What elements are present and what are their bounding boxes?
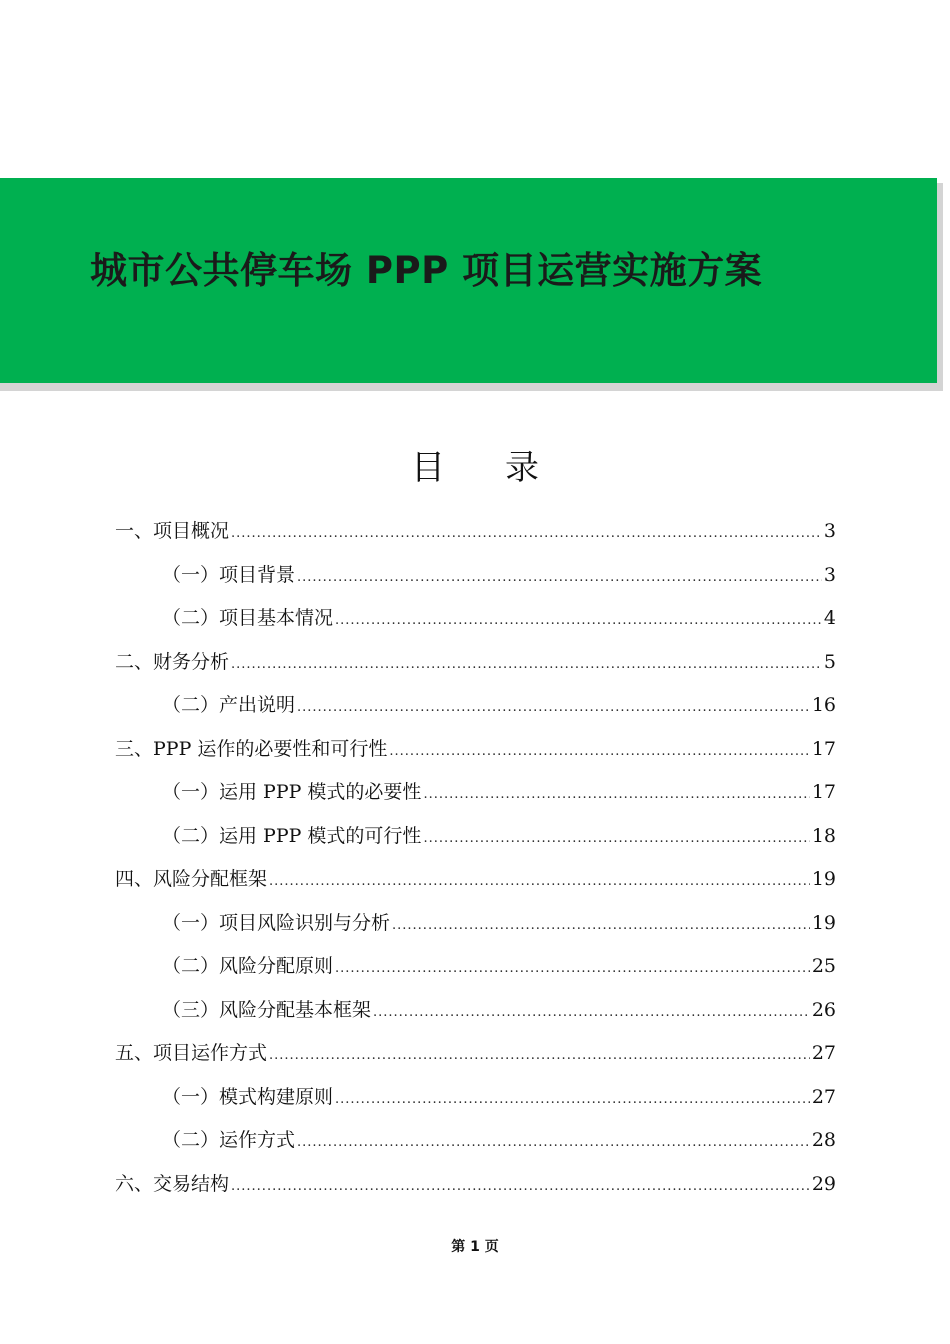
toc-entry-page: 19: [811, 868, 836, 890]
page-footer: 第 1 页: [451, 1239, 499, 1255]
toc-entry[interactable]: [115, 864, 836, 894]
toc-dot-leader: [269, 867, 810, 897]
toc-entry-page: 3: [823, 564, 836, 586]
toc-entry-page: 16: [811, 694, 836, 716]
toc-entry-page: 19: [811, 912, 836, 934]
toc-entry[interactable]: [162, 777, 836, 807]
toc-entry-page: 29: [811, 1173, 836, 1195]
toc-entry[interactable]: [162, 1125, 836, 1155]
toc-entry[interactable]: [162, 560, 836, 590]
toc-entry-page: 17: [811, 781, 836, 803]
toc-entry-page: 26: [811, 999, 836, 1021]
toc-entry[interactable]: [162, 690, 836, 720]
toc-entry[interactable]: [115, 1169, 836, 1199]
toc-dot-leader: [269, 1041, 810, 1071]
toc-entry-label: （二）风险分配原则: [162, 955, 334, 977]
toc-entry[interactable]: [162, 951, 836, 981]
toc-entry-page: 25: [811, 955, 836, 977]
toc-heading: [0, 440, 950, 489]
toc-entry-label: 五、项目运作方式: [115, 1042, 268, 1064]
toc-dot-leader: [297, 693, 810, 723]
toc-entry-page: 5: [823, 651, 836, 673]
toc-entry[interactable]: [162, 908, 836, 938]
toc-entry-label: 二、财务分析: [115, 651, 230, 673]
document-title: 城市公共停车场 PPP 项目运营实施方案: [90, 249, 763, 292]
toc-entry-page: 28: [811, 1129, 836, 1151]
toc-dot-leader: [389, 737, 809, 767]
toc-entry-label: 四、风险分配框架: [115, 868, 268, 890]
toc-entry-label: （一）项目风险识别与分析: [162, 912, 391, 934]
toc-entry-page: 27: [811, 1042, 836, 1064]
toc-entry-page: 3: [823, 520, 836, 542]
toc-entry[interactable]: [162, 821, 836, 851]
toc-entry-page: 17: [811, 738, 836, 760]
toc-entry[interactable]: [115, 516, 836, 546]
toc-entry-label: （三）风险分配基本框架: [162, 999, 372, 1021]
toc-entry-label: （一）模式构建原则: [162, 1086, 334, 1108]
toc-entry-label: （二）运作方式: [162, 1129, 296, 1151]
toc-dot-leader: [335, 1085, 810, 1115]
toc-dot-leader: [423, 824, 809, 854]
toc-entry[interactable]: [115, 1038, 836, 1068]
toc-entry-page: 18: [811, 825, 836, 847]
toc-dot-leader: [335, 954, 810, 984]
toc-entry[interactable]: [115, 734, 836, 764]
toc-entry-page: 4: [823, 607, 836, 629]
toc-entry[interactable]: [162, 603, 836, 633]
toc-dot-leader: [297, 563, 822, 593]
toc-entry-label: （二）产出说明: [162, 694, 296, 716]
toc-entry-label: （二）运用 PPP 模式的可行性: [162, 825, 422, 847]
toc-dot-leader: [231, 650, 822, 680]
toc-heading-char-1: 目: [411, 448, 445, 488]
toc-entry-page: 27: [811, 1086, 836, 1108]
toc-entry-label: 一、项目概况: [115, 520, 230, 542]
toc-dot-leader: [297, 1128, 810, 1158]
toc-entry-label: 六、交易结构: [115, 1173, 230, 1195]
toc-heading-char-2: 录: [505, 448, 539, 488]
toc-entry-label: （一）项目背景: [162, 564, 296, 586]
toc-entry-label: （二）项目基本情况: [162, 607, 334, 629]
toc-entry-label: （一）运用 PPP 模式的必要性: [162, 781, 422, 803]
toc-dot-leader: [373, 998, 810, 1028]
toc-entry[interactable]: [115, 647, 836, 677]
toc-entry[interactable]: [162, 1082, 836, 1112]
toc-dot-leader: [392, 911, 810, 941]
toc-dot-leader: [335, 606, 822, 636]
toc-entry-label: 三、PPP 运作的必要性和可行性: [115, 738, 388, 760]
toc-dot-leader: [231, 1172, 810, 1202]
toc-entry[interactable]: [162, 995, 836, 1025]
toc-dot-leader: [423, 780, 809, 810]
toc-dot-leader: [231, 519, 822, 549]
